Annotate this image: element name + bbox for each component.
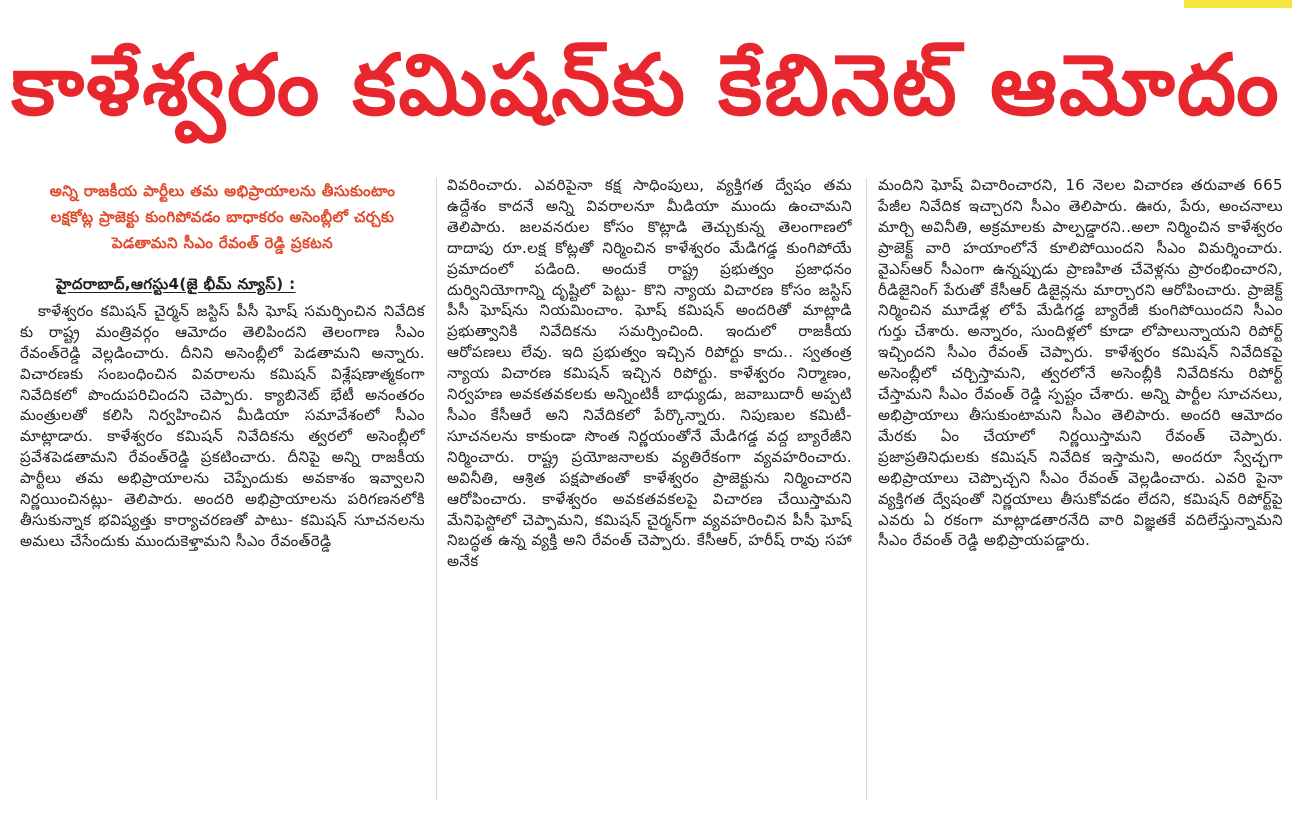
headline: కాళేశ్వరం కమిషన్‌కు కేబినెట్ ఆమోదం — [11, 36, 1281, 134]
column-divider-2 — [866, 178, 867, 800]
article-column-3 — [878, 175, 1283, 551]
column-1-text: కాళేశ్వరం కమిషన్ చైర్మన్ జస్టిస్ పీసీ ఘోష్ సమర్పించిన నివేదిక కు రాష్ట్ర మంత్రివర్గం ఆమోదం తెలిపిందని తెలంగాణ సీఎం రేవంత్‌రెడ్డి వెల్లడించారు. దీనిని అసెంబ్లీలో పెడతామని అన్నారు. విచారణకు సంబంధించిన వివరాలను కమిషన్ విశ్లేషణాత్మకంగా నివేదికలో పొందుపరిచిందని చెప్పారు. క్యాబినెట్ భేటీ అనంతరం మంత్రులతో కలిసి నిర్వహించిన మీడియా సమావేశంలో సీఎం మాట్లాడారు. కాళేశ్వరం కమిషన్ నివేదికను త్వరలో అసెంబ్లీలో ప్రవేశపెడతామని రేవంత్‌రెడ్డి ప్రకటించారు. దీనిపై అన్ని రాజకీయ పార్టీలు తమ అభిప్రాయాలను చెప్పేందుకు అవకాశం ఇవ్వాలని నిర్ణయించినట్లు- తెలిపారు. అందరి అభిప్రాయాలను పరిగణనలోకి తీసుకున్నాక భవిష్యత్తు కార్యాచరణతో పాటు- కమిషన్ సూచనలను అమలు చేసేందుకు ముందుకెళ్తామని సీఎం రేవంత్‌రెడ్డి — [20, 301, 425, 550]
corner-accent — [1184, 0, 1292, 8]
column-divider-1 — [436, 178, 437, 800]
dateline: హైదరాబాద్,ఆగస్టు4(జై భీమ్ న్యూస్) : — [56, 275, 296, 293]
article-column-2 — [447, 175, 852, 572]
subheading-2: లక్షకోట్ల ప్రాజెక్టు కుంగిపోవడం బాధాకరం అసెంబ్లీలో చర్చకు పెడతామని సీఎం రేవంత్ రెడ్డి ప్రకటన — [50, 208, 395, 252]
article-column-1 — [20, 178, 425, 552]
column-3-text: మందిని ఘోష్ విచారించారని, 16 నెలల విచారణ తరువాత 665 పేజీల నివేదిక ఇచ్చారని సీఎం తెలిపారు. ఊరు, పేరు, అంచనాలు మార్చి అవినీతి, అక్రమాలకు పాల్పడ్డారని..అలా నిర్మించిన కాళేశ్వరం ప్రాజెక్ట్ వారి హయాంలోనే కూలిపోయిందని సీఎం విమర్శించారు. వైఎస్ఆర్ సీఎంగా ఉన్నప్పుడు ప్రాణహిత చేవెళ్లను ప్రారంభించారని, రీడిజైనింగ్ పేరుతో కేసీఆర్ డిజైన్లను మార్చారని ఆరోపించారు. ప్రాజెక్ట్ నిర్మించిన మూడేళ్ల లోపే మేడిగడ్డ బ్యారేజీ కుంగిపోయిందని సీఎం గుర్తు చేశారు. అన్నారం, సుందిళ్లలో కూడా లోపాలున్నాయని రిపోర్ట్ ఇచ్చిందని సీఎం రేవంత్ చెప్పారు. కాళేశ్వరం కమిషన్ నివేదికపై అసెంబ్లీలో చర్చిస్తామని, త్వరలోనే అసెంబ్లీకి నివేదికను రిపోర్ట్ చేస్తామని సీఎం రేవంత్ రెడ్డి స్పష్టం చేశారు. అన్ని పార్టీల సూచనలు, అభిప్రాయాలు తీసుకుంటామని సీఎం తెలిపారు. అందరి ఆమోదం మేరకు ఏం చేయాలో నిర్ణయిస్తామని రేవంత్ చెప్పారు. ప్రజాప్రతినిధులకు కమిషన్ నివేదిక ఇస్తామని, అందరూ స్వేచ్ఛగా అభిప్రాయాలు చెప్పొచ్చని సీఎం రేవంత్ వెల్లడించారు. ఎవరి పైనా వ్యక్తిగత ద్వేషంతో నిర్ణయాలు తీసుకోవడం లేదని, కమిషన్ రిపోర్ట్‌పై ఎవరు ఏ రకంగా మాట్లాడతారనేది వారి విజ్ఞతకే వదిలేస్తున్నామని సీఎం రేవంత్ రెడ్డి అభిప్రాయపడ్డారు. — [878, 176, 1283, 550]
subheading-1: అన్ని రాజకీయ పార్టీలు తమ అభిప్రాయాలను తీసుకుంటాం — [49, 182, 396, 200]
column-2-text: వివరించారు. ఎవరిపైనా కక్ష సాధింపులు, వ్యక్తిగత ద్వేషం తమ ఉద్దేశం కాదనే అన్ని వివరాలనూ మీడియా ముందు ఉంచామని తెలిపారు. జలవనరుల కోసం కొట్లాడి తెచ్చుకున్న తెలంగాణలో దాదాపు రూ.లక్ష కోట్లతో నిర్మించిన కాళేశ్వరం మేడిగడ్డ కుంగిపోయే ప్రమాదంలో పడింది. అందుకే రాష్ట్ర ప్రభుత్వం ప్రజాధనం దుర్వినియోగాన్ని దృష్టిలో పెట్టు- కొని న్యాయ విచారణ కోసం జస్టిస్ పీసీ ఘోష్‌ను నియమించాం. ఘోష్ కమిషన్ అందరితో మాట్లాడి ప్రభుత్వానికి నివేదికను సమర్పించింది. ఇందులో రాజకీయ ఆరోపణలు లేవు. ఇది ప్రభుత్వం ఇచ్చిన రిపోర్టు కాదు.. స్వతంత్ర న్యాయ విచారణ కమిషన్ ఇచ్చిన రిపోర్టు. కాళేశ్వరం నిర్మాణం, నిర్వహణ అవకతవకలకు అన్నింటికీ బాధ్యుడు, జవాబుదారీ అప్పటి సీఎం కేసీఆరే అని నివేదికలో పేర్కొన్నారు. నిపుణుల కమిటీ- సూచనలను కాకుండా సొంత నిర్ణయంతోనే మేడిగడ్డ వద్ద బ్యారేజీని నిర్మించారు. రాష్ట్ర ప్రయోజనాలకు వ్యతిరేకంగా వ్యవహరించారు. అవినీతి, ఆశ్రిత పక్షపాతంతో కాళేశ్వరం ప్రాజెక్టును నిర్మించారని ఆరోపించారు. కాళేశ్వరం అవకతవకలపై విచారణ చేయిస్తామని మేనిఫెస్టోలో చెప్పామని, కమిషన్ చైర్మన్‌గా వ్యవహరించిన పీసీ ఘోష్ నిబద్ధత ఉన్న వ్యక్తి అని రేవంత్ చెప్పారు. కేసీఆర్, హరీష్ రావు సహా అనేక — [447, 176, 852, 571]
